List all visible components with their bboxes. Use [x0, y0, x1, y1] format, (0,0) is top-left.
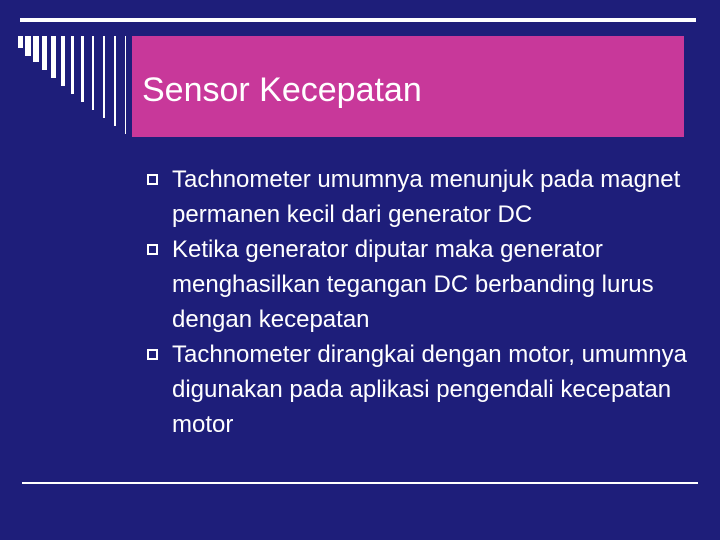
square-bullet-icon — [147, 174, 158, 185]
bullet-item — [145, 337, 700, 442]
bullet-item — [145, 232, 700, 337]
bullet-text: Tachnometer dirangkai dengan motor, umumnya digunakan pada aplikasi pengendali kecepatan motor — [172, 341, 687, 438]
bullet-list — [145, 162, 700, 442]
title-band — [132, 36, 684, 137]
bottom-rule — [22, 482, 698, 484]
square-bullet-icon — [147, 244, 158, 255]
slide-title: Sensor Kecepatan — [142, 71, 422, 109]
top-rule — [20, 18, 696, 22]
decorative-stripes — [18, 36, 130, 140]
bullet-text: Tachnometer umumnya menunjuk pada magnet permanen kecil dari generator DC — [172, 166, 681, 228]
square-bullet-icon — [147, 349, 158, 360]
bullet-text: Ketika generator diputar maka generator menghasilkan tegangan DC berbanding lurus dengan kecepatan — [172, 236, 654, 333]
bullet-item — [145, 162, 700, 232]
